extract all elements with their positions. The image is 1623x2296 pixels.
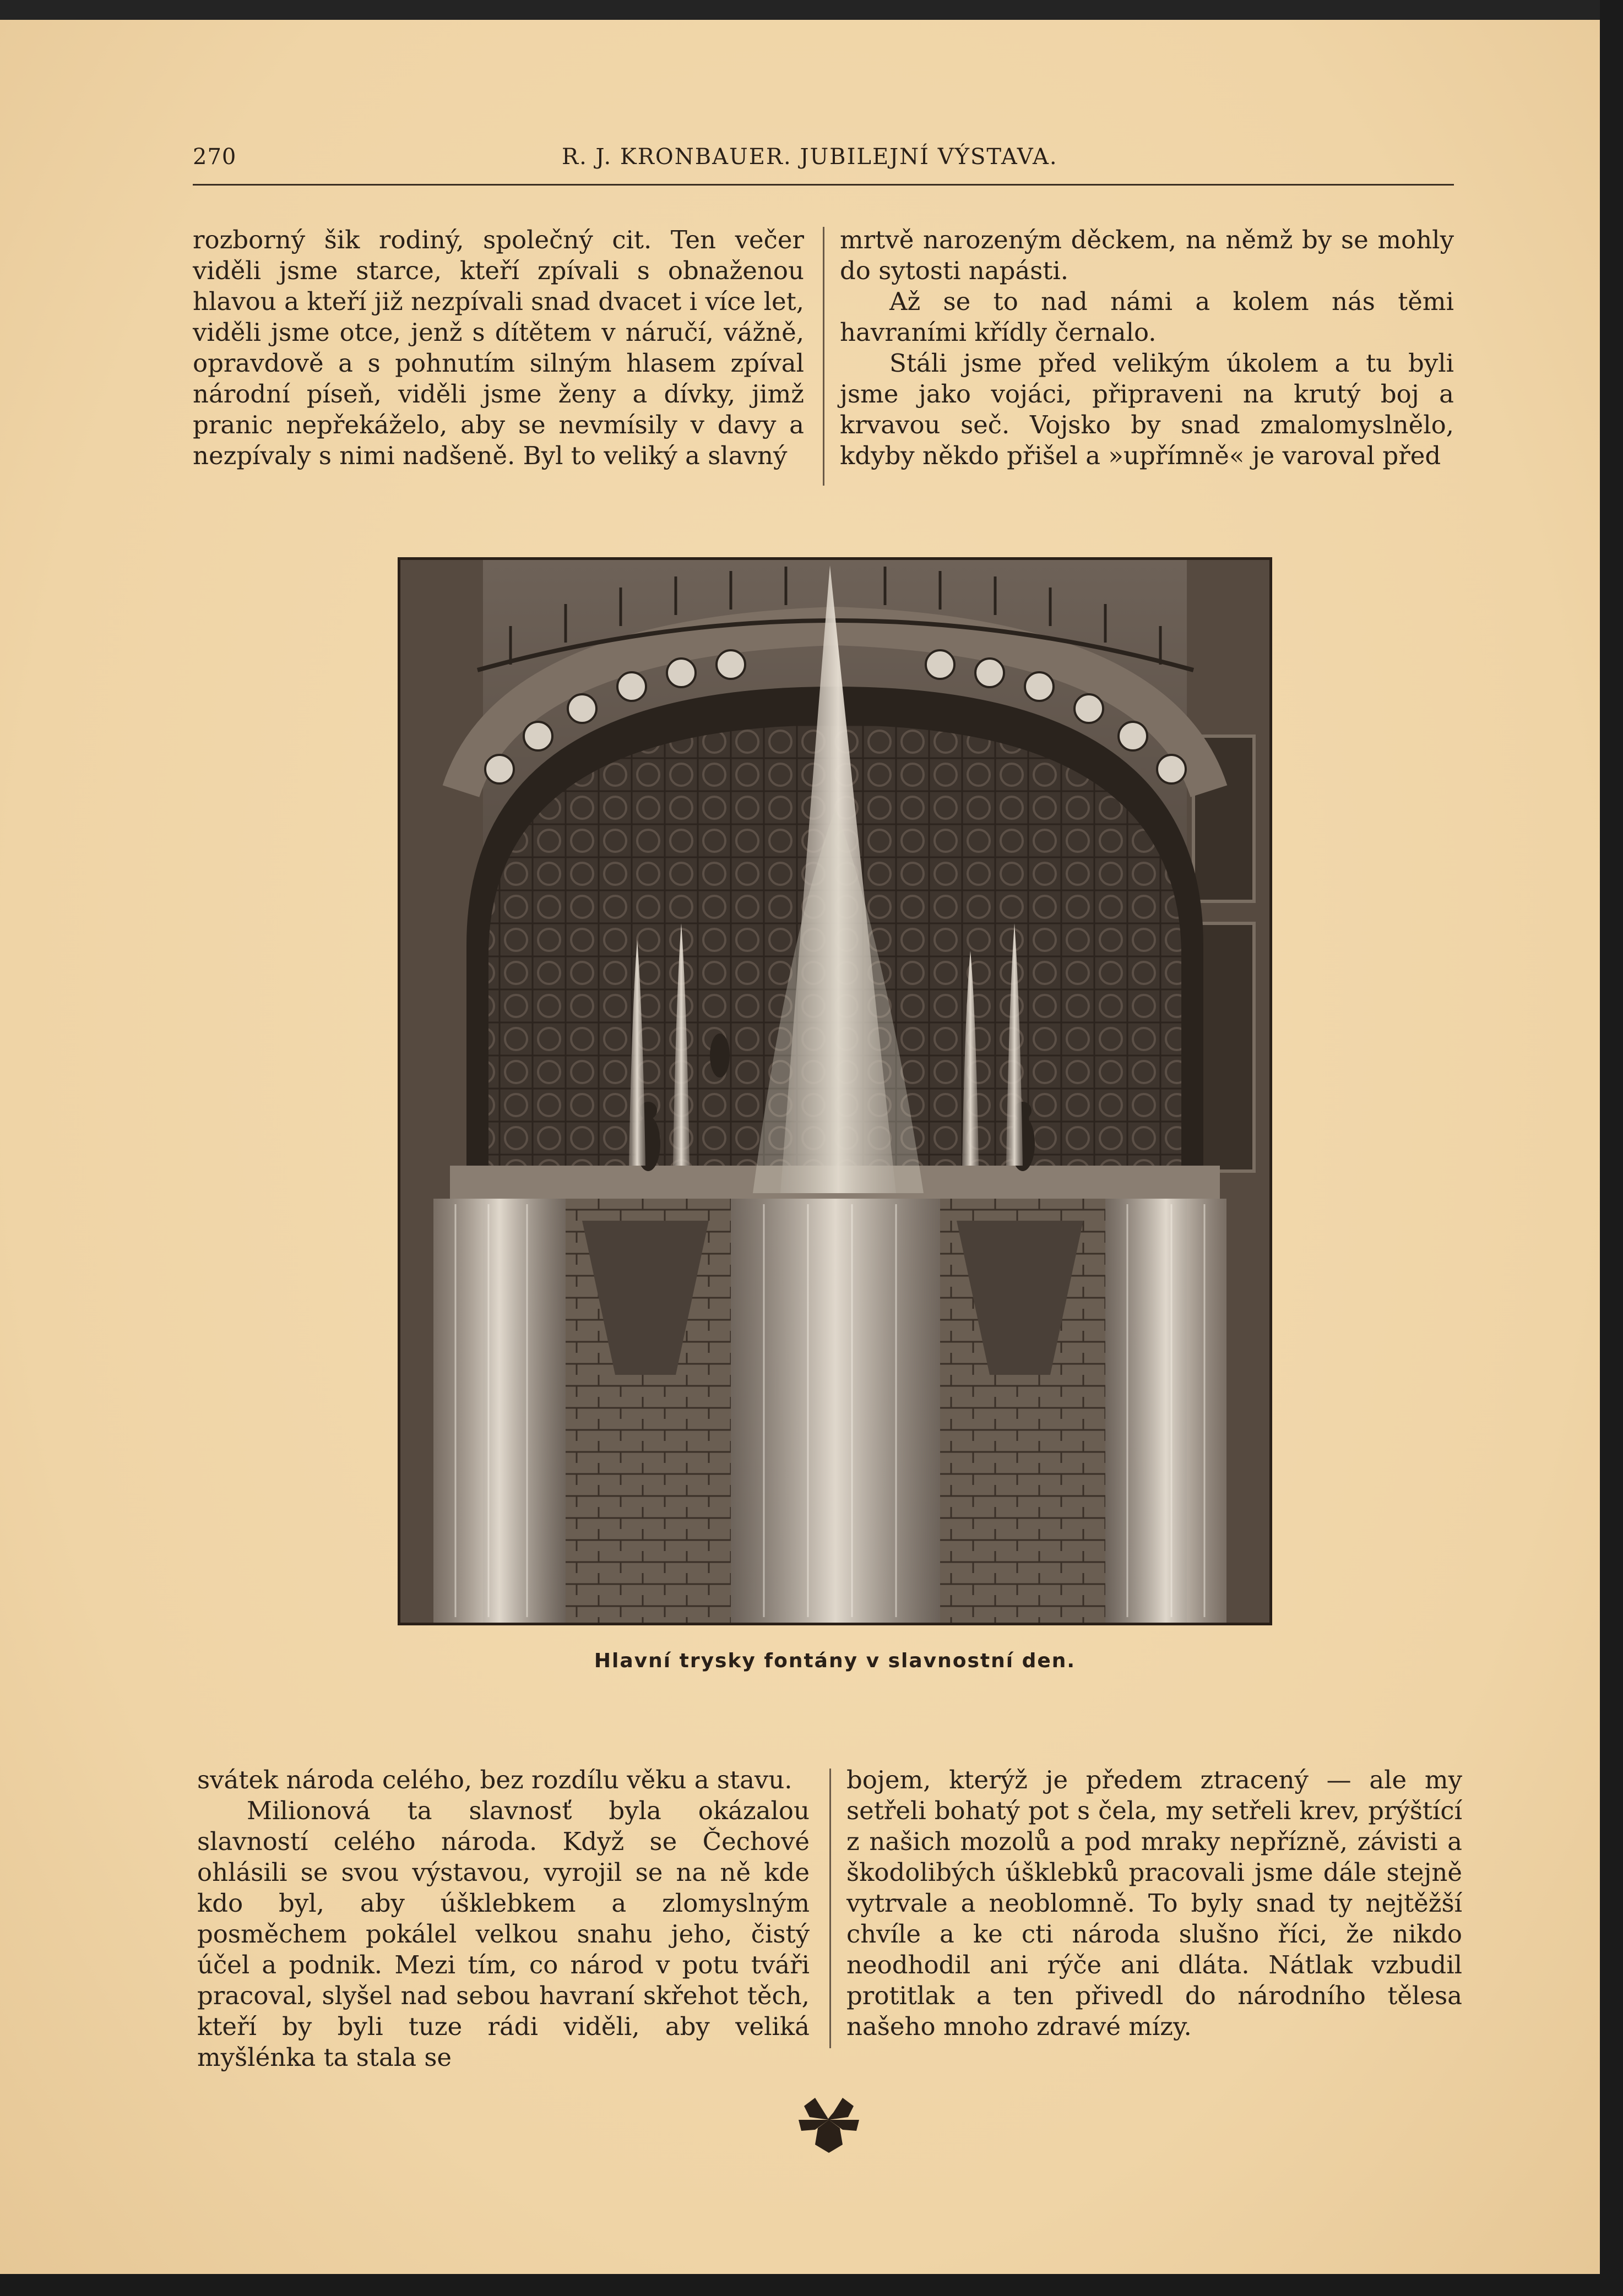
header-rule bbox=[193, 184, 1454, 186]
top-left-column bbox=[193, 225, 804, 471]
figure-caption: Hlavní trysky fontány v slavnostní den. bbox=[594, 1650, 1076, 1672]
running-head: R. J. KRONBAUER. JUBILEJNÍ VÝSTAVA. bbox=[562, 144, 1058, 170]
fountain-photograph bbox=[398, 557, 1272, 1625]
column-rule-top bbox=[823, 227, 824, 486]
paragraph: Stáli jsme před velikým úkolem a tu byli jsme jako vojáci, připraveni na krutý boj a krvavou seč. Vojsko by snad zmalomyslnělo, kdyby někdo přišel a »upřímně« je varoval před bbox=[840, 349, 1454, 470]
ivy-leaf-ornament bbox=[793, 2087, 865, 2158]
paragraph: rozborný šik rodiný, společný cit. Ten večer viděli jsme starce, kteří zpívali s obnaženou hlavou a kteří již nezpívali snad dvacet i více let, viděli jsme otce, jenž s dítětem v náručí, vážně, opravdově a s pohnutím silným hlasem zpíval národní píseň, viděli jsme ženy a dívky, jimž pranic nepřekáželo, aby se nevmísily v davy a nezpívaly s nimi nadšeně. Byl to veliký a slavný bbox=[193, 225, 804, 470]
paragraph: bojem, kterýž je předem ztracený — ale my setřeli bohatý pot s čela, my setřeli krev, prýštící z našich mozolů a pod mraky nepřízně, závisti a škodolibých úšklebků pracovali jsme dále stejně vytrvale a neoblomně. To byly snad ty nejtěžší chvíle a ke cti národa slušno říci, že nikdo neodhodil ani rýče ani dláta. Nátlak vzbudil protitlak a ten přivedl do národního tělesa našeho mnoho zdravé mízy. bbox=[846, 1765, 1462, 2041]
paragraph: Milionová ta slavnosť byla okázalou slavností celého národa. Když se Čechové ohlásili se svou výstavou, vyrojil se na ně kde kdo byl, aby úšklebkem a zlomyslným posměchem pokálel velkou snahu jeho, čistý účel a podnik. Mezi tím, co národ v potu tváři pracoval, slyšel nad sebou havraní skřehot těch, kteří by byli tuze rádi viděli, aby veliká myšlénka ta stala se bbox=[197, 1796, 810, 2072]
column-rule-bottom bbox=[829, 1769, 831, 2048]
paragraph: Až se to nad námi a kolem nás těmi havraními křídly černalo. bbox=[840, 287, 1454, 347]
scan-edge-top bbox=[0, 0, 1623, 20]
top-right-column bbox=[840, 225, 1454, 471]
scan-edge-right bbox=[1600, 0, 1623, 2296]
page-header bbox=[193, 144, 1454, 183]
bottom-right-column bbox=[846, 1765, 1462, 2042]
paragraph: mrtvě narozeným děckem, na němž by se mohly do sytosti napásti. bbox=[840, 225, 1454, 285]
bottom-left-column bbox=[197, 1765, 810, 2073]
page-number: 270 bbox=[193, 144, 237, 170]
paragraph: svátek národa celého, bez rozdílu věku a stavu. bbox=[197, 1765, 792, 1794]
fountain-illustration bbox=[400, 560, 1269, 1623]
